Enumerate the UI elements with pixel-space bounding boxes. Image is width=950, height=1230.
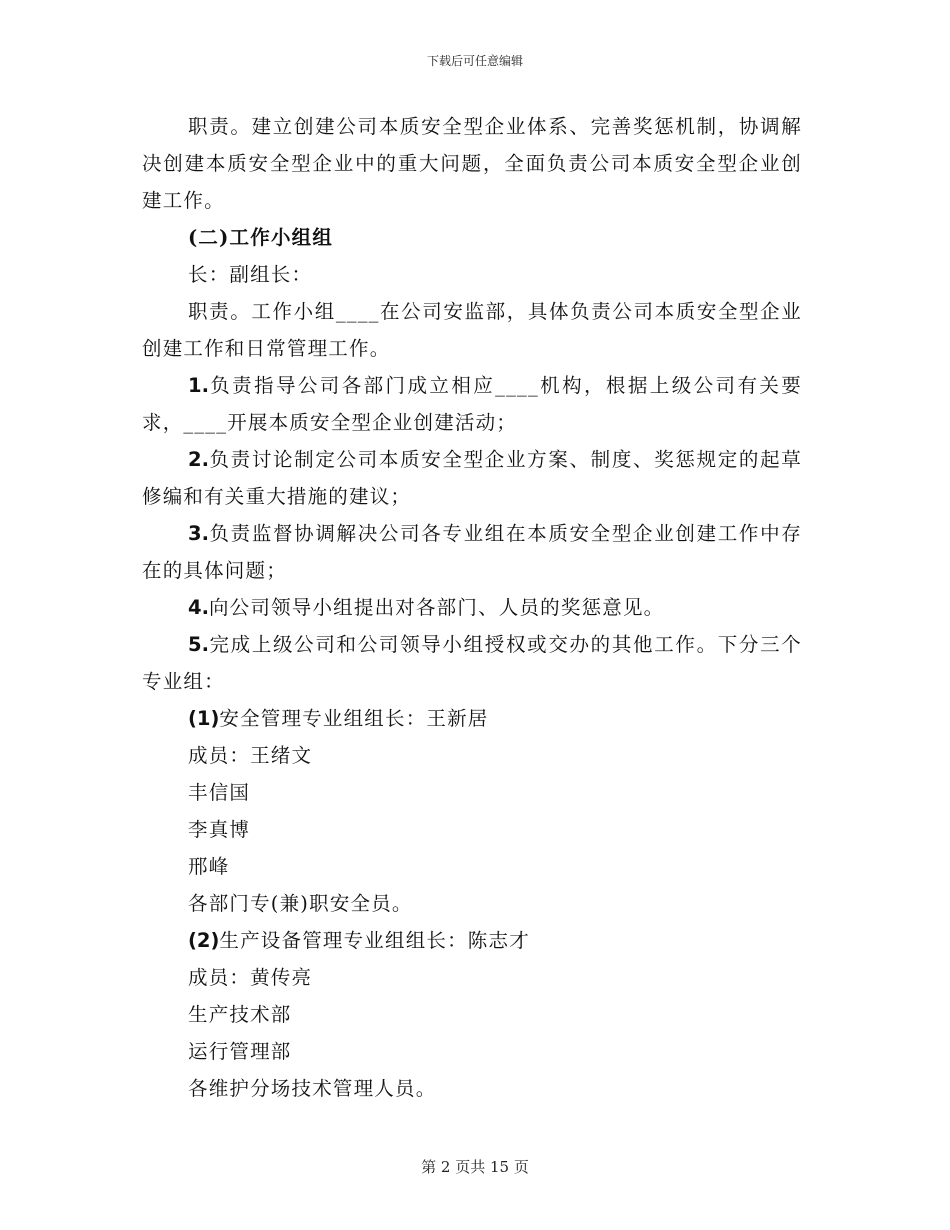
- list-item-text: 完成上级公司和公司领导小组授权或交办的其他工作。下分三个专业组：: [142, 633, 802, 693]
- paragraph-duties-leadership: 职责。建立创建公司本质安全型企业体系、完善奖惩机制，协调解决创建本质安全型企业中的重大问题，全面负责公司本质安全型企业创建工作。: [142, 115, 802, 212]
- group-members-label: 成员：黄传亮: [188, 966, 313, 989]
- group-number: (2): [188, 929, 220, 952]
- list-item-text: 负责指导公司各部门成立相应____机构，根据上级公司有关要求，____开展本质安全型企业创建活动；: [142, 374, 802, 434]
- group-title-equipment: [142, 922, 802, 959]
- list-item-text: 负责讨论制定公司本质安全型企业方案、制度、奖惩规定的起草修编和有关重大措施的建议；: [142, 448, 802, 508]
- paragraph-group-leaders: 长：副组长：: [188, 263, 313, 286]
- group-title-text: 生产设备管理专业组组长：陈志才: [219, 929, 530, 952]
- list-item: [142, 367, 802, 441]
- list-item-number: 2.: [188, 448, 209, 471]
- list-item-number: 5.: [188, 633, 209, 656]
- list-item: [142, 441, 802, 515]
- list-item: [142, 626, 802, 700]
- group-members-label: 成员：王绪文: [188, 744, 313, 767]
- section-heading-working-group: (二)工作小组组: [188, 226, 334, 249]
- list-item-number: 3.: [188, 522, 209, 545]
- paragraph-duties-working-group: 职责。工作小组____在公司安监部，具体负责公司本质安全型企业创建工作和日常管理工作。: [142, 300, 802, 360]
- document-body: [142, 108, 802, 1107]
- page-header: 下载后可任意编辑: [426, 54, 523, 68]
- group-title-text: 安全管理专业组组长：王新居: [219, 707, 489, 730]
- group-member: 邢峰: [188, 855, 230, 878]
- group-title-safety: [142, 700, 802, 737]
- list-item-number: 4.: [188, 596, 209, 619]
- group-number: (1): [188, 707, 220, 730]
- group-member: 丰信国: [188, 781, 251, 804]
- list-item-number: 1.: [188, 374, 209, 397]
- group-member: 生产技术部: [188, 1003, 292, 1026]
- group-closing: 各部门专(兼)职安全员。: [188, 892, 413, 915]
- group-member: 运行管理部: [188, 1040, 292, 1063]
- group-member: 李真博: [188, 818, 251, 841]
- list-item-text: 负责监督协调解决公司各专业组在本质安全型企业创建工作中存在的具体问题；: [142, 522, 802, 582]
- group-closing: 各维护分场技术管理人员。: [188, 1077, 437, 1100]
- page-footer: 第 2 页共 15 页: [421, 1158, 529, 1176]
- list-item-text: 向公司领导小组提出对各部门、人员的奖惩意见。: [208, 596, 665, 619]
- list-item: [142, 515, 802, 589]
- list-item: [142, 589, 802, 626]
